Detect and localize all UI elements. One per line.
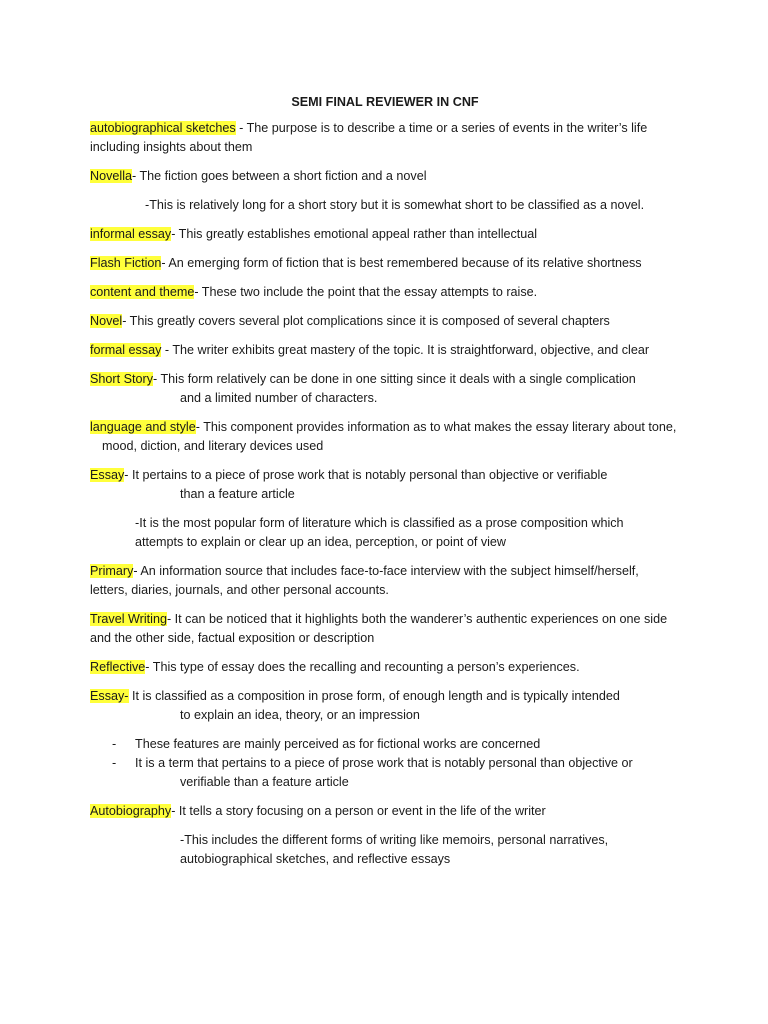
term-definition: - The purpose is to describe a time or a series of events in the writer’s life including insights about them	[90, 121, 648, 154]
term-definition: - It pertains to a piece of prose work that is notably personal than objective or verifiable	[124, 468, 608, 482]
autobiography-subnote-line: -This includes the different forms of writing like memoirs, personal narratives,	[180, 833, 609, 847]
bullet-text: These features are mainly perceived as for fictional works are concerned	[135, 737, 541, 751]
term-highlight: Short Story	[90, 372, 153, 386]
term-definition-continued: to explain an idea, theory, or an impression	[180, 708, 420, 722]
term-highlight: Reflective	[90, 660, 146, 674]
term-definition: - An emerging form of fiction that is best remembered because of its relative shortness	[161, 256, 642, 270]
term-highlight: formal essay	[90, 343, 162, 357]
term-definition-continued: than a feature article	[180, 487, 295, 501]
entry-novella	[90, 167, 680, 186]
term-definition: - This component provides information as to what makes the essay literary about tone,	[195, 420, 677, 434]
term-highlight: Novella	[90, 169, 132, 183]
entry-novel	[90, 312, 680, 331]
term-highlight: Primary	[90, 564, 134, 578]
term-definition: - The writer exhibits great mastery of the topic. It is straightforward, objective, and clear	[161, 343, 650, 357]
term-definition-tail: mood, diction, and literary devices used	[102, 439, 324, 453]
entry-language-and-style	[90, 418, 680, 456]
bullet-text-continued: verifiable than a feature article	[180, 775, 349, 789]
entry-short-story	[90, 370, 680, 408]
entry-autobiography	[90, 802, 680, 821]
entry-primary	[90, 562, 680, 600]
entry-content-and-theme	[90, 283, 680, 302]
term-highlight: Autobiography	[90, 804, 172, 818]
entry-travel-writing	[90, 610, 680, 648]
bullet-item	[90, 754, 680, 792]
term-highlight: Essay-	[90, 689, 129, 703]
term-highlight: autobiographical sketches	[90, 121, 236, 135]
autobiography-subnote-line: autobiographical sketches, and reflective essays	[180, 852, 451, 866]
entry-essay-composition	[90, 687, 680, 725]
term-highlight: language and style	[90, 420, 196, 434]
entry-flash-fiction	[90, 254, 680, 273]
term-highlight: content and theme	[90, 285, 195, 299]
term-definition: - This form relatively can be done in one sitting since it deals with a single complication	[153, 372, 636, 386]
bullet-dash: -	[112, 737, 117, 751]
document-title: SEMI FINAL REVIEWER IN CNF	[291, 95, 479, 109]
essay-subnote-line: attempts to explain or clear up an idea, perception, or point of view	[135, 535, 507, 549]
bullet-dash: -	[112, 756, 117, 770]
term-highlight: Novel	[90, 314, 123, 328]
term-definition-continued: and a limited number of characters.	[180, 391, 378, 405]
term-definition: It is classified as a composition in prose form, of enough length and is typically intended	[128, 689, 620, 703]
term-highlight: Flash Fiction	[90, 256, 162, 270]
entry-essay-personal	[90, 466, 680, 504]
essay-subnote-line: -It is the most popular form of literature which is classified as a prose composition which	[135, 516, 624, 530]
bullet-list	[90, 735, 680, 792]
term-definition: - This greatly establishes emotional appeal rather than intellectual	[171, 227, 538, 241]
entry-reflective	[90, 658, 680, 677]
bullet-text: It is a term that pertains to a piece of prose work that is notably personal than objective or	[135, 756, 633, 770]
autobiography-subnote	[90, 831, 680, 869]
term-highlight: Essay	[90, 468, 125, 482]
entry-informal-essay	[90, 225, 680, 244]
essay-subnote	[90, 514, 680, 552]
term-definition: - The fiction goes between a short fiction and a novel	[132, 169, 427, 183]
entry-autobiographical-sketches	[90, 119, 680, 157]
term-highlight: informal essay	[90, 227, 172, 241]
novella-subnote: -This is relatively long for a short story but it is somewhat short to be classified as a novel.	[145, 198, 645, 212]
term-definition: - This greatly covers several plot complications since it is composed of several chapters	[122, 314, 610, 328]
term-definition: - These two include the point that the essay attempts to raise.	[194, 285, 538, 299]
term-definition: - An information source that includes face-to-face interview with the subject himself/herself, letters, diaries, journals, and other personal accounts.	[90, 564, 639, 597]
bullet-item	[90, 735, 680, 754]
entry-formal-essay	[90, 341, 680, 360]
term-definition: - It tells a story focusing on a person or event in the life of the writer	[171, 804, 546, 818]
term-definition: - It can be noticed that it highlights both the wanderer’s authentic experiences on one side and the other side, factual exposition or description	[90, 612, 668, 645]
term-highlight: Travel Writing	[90, 612, 167, 626]
term-definition: - This type of essay does the recalling and recounting a person’s experiences.	[145, 660, 580, 674]
